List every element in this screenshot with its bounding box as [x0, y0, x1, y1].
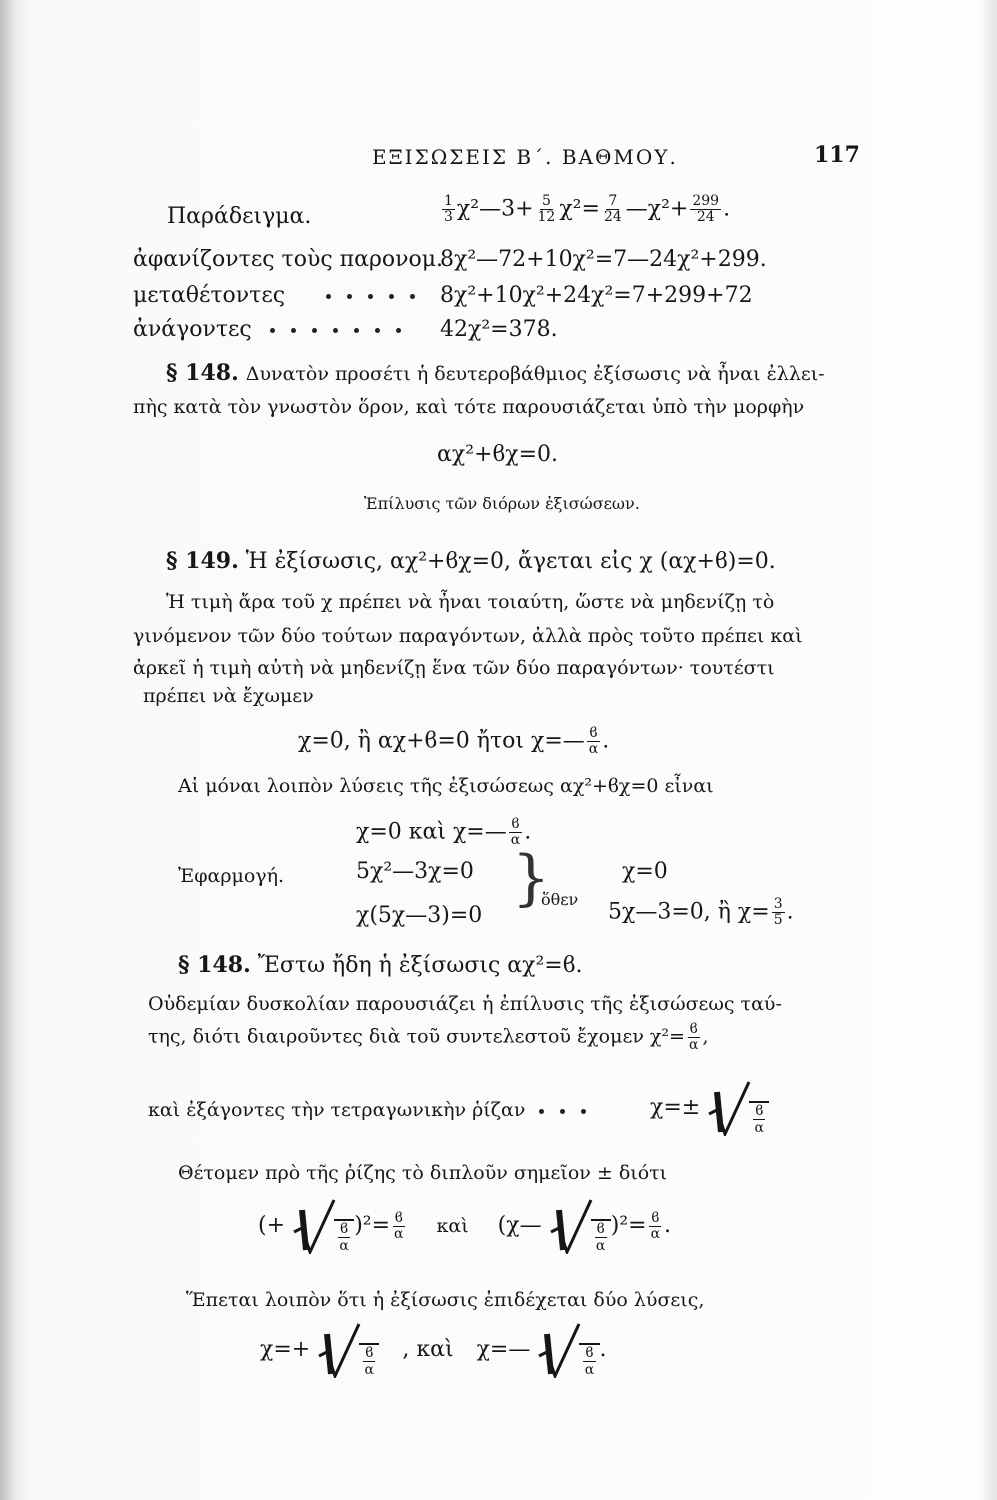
paragraph-line: της, διότι διαιροῦντες διὰ τοῦ συντελεστοῦ ἔχομεν χ²= $\frac{ϐ}{\alpha}$ , — [148, 1021, 709, 1053]
square-root-sign: ϐ α — [537, 1322, 599, 1378]
paragraph-line: Ἕπεται λοιπὸν ὅτι ἡ ἐξίσωσις ἐπιδέχεται δύο λύσεις, — [186, 1289, 705, 1311]
square-root-sign: ϐ α — [549, 1198, 611, 1254]
fraction: $\frac{299}{24}$ — [692, 193, 720, 225]
paragraph-line: γινόμενον τῶν δύο τούτων παραγόντων, ἀλλὰ πρὸς τοῦτο πρέπει καὶ — [133, 625, 803, 647]
fraction: $\frac{5}{12}$ — [537, 193, 556, 225]
example-label: Παράδειγμα. — [167, 204, 312, 229]
fraction: $\frac{ϐ}{\alpha}$ — [394, 1209, 404, 1242]
running-header: ΕΞΙΣΩΣΕΙΣ Β΄. ΒΑΘΜΟΥ. — [372, 145, 678, 169]
display-formula: (+ ϐ α )²= $\frac{ϐ}{\alpha}$ καὶ (χ— ϐ α )²= $\frac{ϐ}{\alpha}$ . — [258, 1198, 671, 1254]
page-edge-shadow — [979, 0, 997, 1500]
application-result: 5χ—3=0, ἢ χ= $\frac{3}{5}$ . — [608, 896, 794, 928]
leader-dots — [318, 282, 423, 310]
radical-formula: χ=± ϐ α — [650, 1080, 769, 1136]
section-148b-paragraph: § 148. Ἔστω ἤδη ἡ ἐξίσωσις αχ²=ϐ. — [178, 952, 583, 978]
paragraph-line: Οὐδεμίαν δυσκολίαν παρουσιάζει ἡ ἐπίλυσις τῆς ἐξισώσεως ταύ- — [148, 993, 782, 1015]
step-label: μεταθέτοντες — [133, 283, 286, 308]
display-formula: αχ²+ϐχ=0. — [437, 442, 559, 467]
step-expression: 8χ²+10χ²+24χ²=7+299+72 — [440, 283, 753, 308]
section-148-paragraph: § 148. Δυνατὸν προσέτι ἡ δευτεροβάθμιος ἐξίσωσις νὰ ἦναι ἐλλει- — [166, 360, 825, 386]
section-number: § 149. — [166, 548, 239, 574]
page-number: 117 — [814, 142, 860, 168]
application-equation: 5χ²—3χ=0 — [356, 859, 474, 884]
paragraph-line: Αἱ μόναι λοιπὸν λύσεις τῆς ἐξισώσεως αχ²+ϐχ=0 εἶναι — [178, 775, 714, 797]
section-number: § 148. — [178, 952, 251, 978]
whence-label: ὅθεν — [541, 890, 579, 909]
step-label: ἀφανίζοντες τοὺς παρονομ. — [133, 247, 444, 272]
paragraph-line: καὶ ἐξάγοντες τὴν τετραγωνικὴν ῥίζαν — [148, 1096, 594, 1124]
application-equation: χ(5χ—3)=0 — [356, 903, 483, 928]
fraction: $\frac{3}{5}$ — [773, 896, 783, 928]
section-number: § 148. — [166, 360, 239, 386]
square-root-sign: ϐ α — [292, 1198, 354, 1254]
step-expression: 8χ²—72+10χ²=7—24χ²+299. — [440, 247, 767, 272]
fraction: $\frac{ϐ}{\alpha}$ — [650, 1209, 661, 1242]
square-root-sign: ϐ α — [707, 1080, 769, 1136]
step-label: ἀνάγοντες — [133, 317, 252, 342]
square-root-sign: ϐ α — [317, 1322, 379, 1378]
application-label: Ἐφαρμογή. — [178, 865, 285, 887]
subheading: Ἐπίλυσις τῶν διόρων ἐξισώσεων. — [364, 494, 640, 513]
paragraph-line: Θέτομεν πρὸ τῆς ῥίζης τὸ διπλοῦν σημεῖον ± διότι — [178, 1162, 668, 1184]
display-formula: χ=0 καὶ χ=— $\frac{ϐ}{\alpha}$ . — [356, 816, 532, 848]
fraction: $\frac{1}{3}$ — [444, 193, 453, 225]
display-formula: χ=0, ἢ αχ+ϐ=0 ἤτοι χ=— $\frac{ϐ}{\alpha}$ . — [298, 725, 610, 757]
paragraph-line: πρέπει νὰ ἔχωμεν — [143, 685, 314, 707]
display-formula: χ=+ ϐ α , καὶ χ=— ϐ α . — [260, 1322, 607, 1378]
fraction: $\frac{ϐ}{\alpha}$ — [510, 816, 521, 848]
application-result: χ=0 — [622, 859, 668, 884]
paragraph-line: ἀρκεῖ ἡ τιμὴ αὐτὴ νὰ μηδενίζῃ ἕνα τῶν δύο παραγόντων· τουτέστι — [133, 657, 775, 679]
brace: } — [512, 843, 551, 913]
step-expression: 42χ²=378. — [440, 317, 558, 342]
fraction: $\frac{7}{24}$ — [603, 193, 622, 225]
fraction: $\frac{ϐ}{\alpha}$ — [688, 1021, 699, 1053]
paragraph-line: πὴς κατὰ τὸν γνωστὸν ὅρον, καὶ τότε παρουσιάζεται ὑπὸ τὴν μορφὴν — [133, 396, 805, 418]
section-149-paragraph: § 149. Ἡ ἐξίσωσις, αχ²+ϐχ=0, ἄγεται εἰς χ (αχ+ϐ)=0. — [166, 548, 776, 574]
example-equation: $\frac{1}{3}$ χ²—3+ $\frac{5}{12}$ χ²= $\frac{7}{24}$ —χ²+ $\frac{299}{24}$ . — [444, 193, 731, 225]
leader-dots — [262, 316, 409, 344]
paragraph-line: Ἡ τιμὴ ἄρα τοῦ χ πρέπει νὰ ἦναι τοιαύτη, ὥστε νὰ μηδενίζῃ τὸ — [166, 591, 775, 613]
fraction: $\frac{ϐ}{\alpha}$ — [588, 725, 599, 757]
